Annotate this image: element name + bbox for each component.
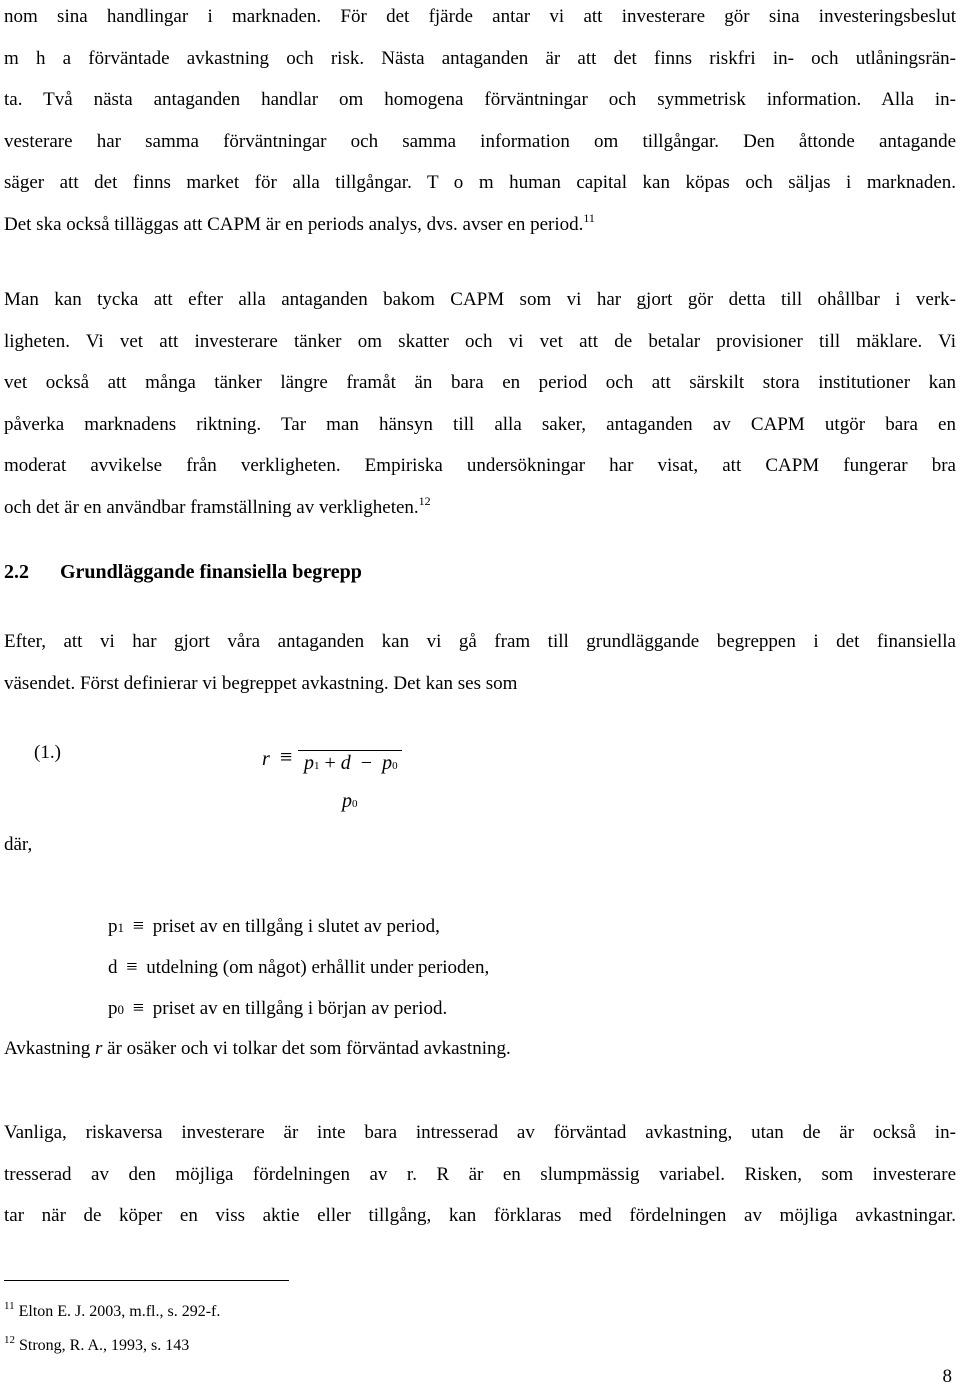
subscript: 0 bbox=[392, 760, 398, 772]
denominator-p0: p bbox=[342, 790, 352, 812]
equiv-sign: ≡ bbox=[280, 744, 293, 769]
paragraph-4 bbox=[4, 1112, 956, 1237]
equiv-sign: ≡ bbox=[132, 997, 145, 1019]
footnote-ref-11[interactable]: 11 bbox=[583, 210, 595, 225]
dar-label: där, bbox=[4, 834, 33, 855]
def-text: priset av en tillgång i början av period. bbox=[152, 998, 448, 1019]
text-span: är osäker och vi tolkar det som förväntad avkastning. bbox=[102, 1038, 511, 1059]
fraction-denominator bbox=[342, 790, 358, 813]
def-symbol: p bbox=[108, 916, 118, 937]
subscript: 1 bbox=[314, 760, 320, 772]
text-line: Det ska också tilläggas att CAPM är en periods analys, dvs. avser en period. bbox=[4, 213, 584, 235]
footnote-text: Elton E. J. 2003, m.fl., s. 292-f. bbox=[18, 1303, 221, 1320]
equiv-sign: ≡ bbox=[126, 956, 138, 978]
text-line: väsendet. Först definierar vi begreppet avkastning. Det kan ses som bbox=[4, 672, 518, 694]
section-title: Grundläggande finansiella begrepp bbox=[60, 561, 362, 583]
footnote-divider bbox=[4, 1280, 289, 1281]
definition-d bbox=[108, 956, 489, 979]
avkastning-sentence bbox=[4, 1038, 511, 1060]
footnote-number: 12 bbox=[4, 1334, 15, 1346]
numerator-p1: p bbox=[304, 752, 314, 774]
text-line: tresserad av den möjliga fördelningen av r. R är en slumpmässig variabel. Risken, som investerare bbox=[4, 1163, 956, 1185]
section-number: 2.2 bbox=[4, 561, 29, 583]
text-line-last bbox=[4, 204, 956, 246]
equation-label: (1.) bbox=[34, 742, 61, 763]
section-heading bbox=[4, 561, 362, 584]
text-line: ta. Två nästa antaganden handlar om homogena förväntningar och symmetrisk information. Alla in- bbox=[4, 89, 956, 110]
text-line: moderat avvikelse från verkligheten. Empiriska undersökningar har visat, att CAPM fungerar bra bbox=[4, 455, 956, 476]
variable-r: r bbox=[262, 748, 270, 770]
text-line: tar när de köper en viss aktie eller tillgång, kan förklaras med fördelningen av möjliga avkastningar. bbox=[4, 1205, 956, 1226]
plus-sign: + bbox=[324, 752, 336, 774]
fraction-bar bbox=[298, 750, 402, 751]
text-line: säger att det finns market för alla tillgångar. T o m human capital kan köpas och säljas i marknaden. bbox=[4, 172, 956, 193]
text-line-last bbox=[4, 487, 956, 529]
def-subscript: 0 bbox=[117, 1002, 124, 1017]
text-line: m h a förväntade avkastning och risk. Nästa antaganden är att det finns riskfri in- och utlåningsrän- bbox=[4, 47, 956, 69]
paragraph-1 bbox=[4, 0, 956, 245]
variable-r: r bbox=[94, 1038, 103, 1059]
footnote-ref-12[interactable]: 12 bbox=[418, 493, 431, 508]
def-subscript: 1 bbox=[117, 920, 124, 935]
text-line: Vanliga, riskaversa investerare är inte bara intresserad av förväntad avkastning, utan de är också in- bbox=[4, 1122, 956, 1143]
footnote-11 bbox=[4, 1300, 221, 1321]
footnote-12 bbox=[4, 1334, 190, 1355]
paragraph-2 bbox=[4, 279, 956, 528]
equiv-sign: ≡ bbox=[132, 915, 145, 937]
paragraph-3 bbox=[4, 621, 956, 704]
text-line: Man kan tycka att efter alla antaganden bakom CAPM som vi har gjort gör detta till ohållbar i verk- bbox=[4, 289, 956, 310]
def-symbol: p bbox=[108, 998, 118, 1019]
text-line: påverka marknadens riktning. Tar man hänsyn till alla saker, antaganden av CAPM utgör bara en bbox=[4, 413, 956, 435]
definition-p0 bbox=[108, 997, 447, 1020]
text-line: nom sina handlingar i marknaden. För det fjärde antar vi att investerare gör sina investeringsbeslut bbox=[4, 6, 956, 27]
subscript: 0 bbox=[352, 798, 358, 810]
definition-p1 bbox=[108, 915, 440, 938]
def-text: utdelning (om något) erhållit under perioden, bbox=[146, 957, 490, 978]
text-line: ligheten. Vi vet att investerare tänker om skatter och vi vet att de betalar provisioner till mäklare. Vi bbox=[4, 330, 956, 352]
footnote-text: Strong, R. A., 1993, s. 143 bbox=[19, 1337, 190, 1354]
page-number: 8 bbox=[942, 1366, 952, 1387]
text-line: och det är en användbar framställning av verkligheten. bbox=[4, 496, 419, 518]
text-span: Avkastning bbox=[4, 1038, 95, 1059]
equation-lhs bbox=[262, 748, 270, 771]
text-line: vet också att många tänker längre framåt än bara en period och att särskilt stora institutioner kan bbox=[4, 372, 956, 393]
numerator-d: d bbox=[340, 752, 351, 774]
text-line: Efter, att vi har gjort våra antaganden kan vi gå fram till grundläggande begreppen i det finansiella bbox=[4, 631, 956, 652]
footnote-number: 11 bbox=[4, 1300, 15, 1312]
minus-sign: − bbox=[360, 752, 373, 774]
def-symbol: d bbox=[108, 957, 118, 978]
fraction-numerator bbox=[304, 752, 398, 775]
numerator-p0: p bbox=[382, 752, 393, 774]
def-text: priset av en tillgång i slutet av period, bbox=[152, 916, 440, 937]
text-line: vesterare har samma förväntningar och samma information om tillgångar. Den åttonde antagande bbox=[4, 130, 956, 152]
